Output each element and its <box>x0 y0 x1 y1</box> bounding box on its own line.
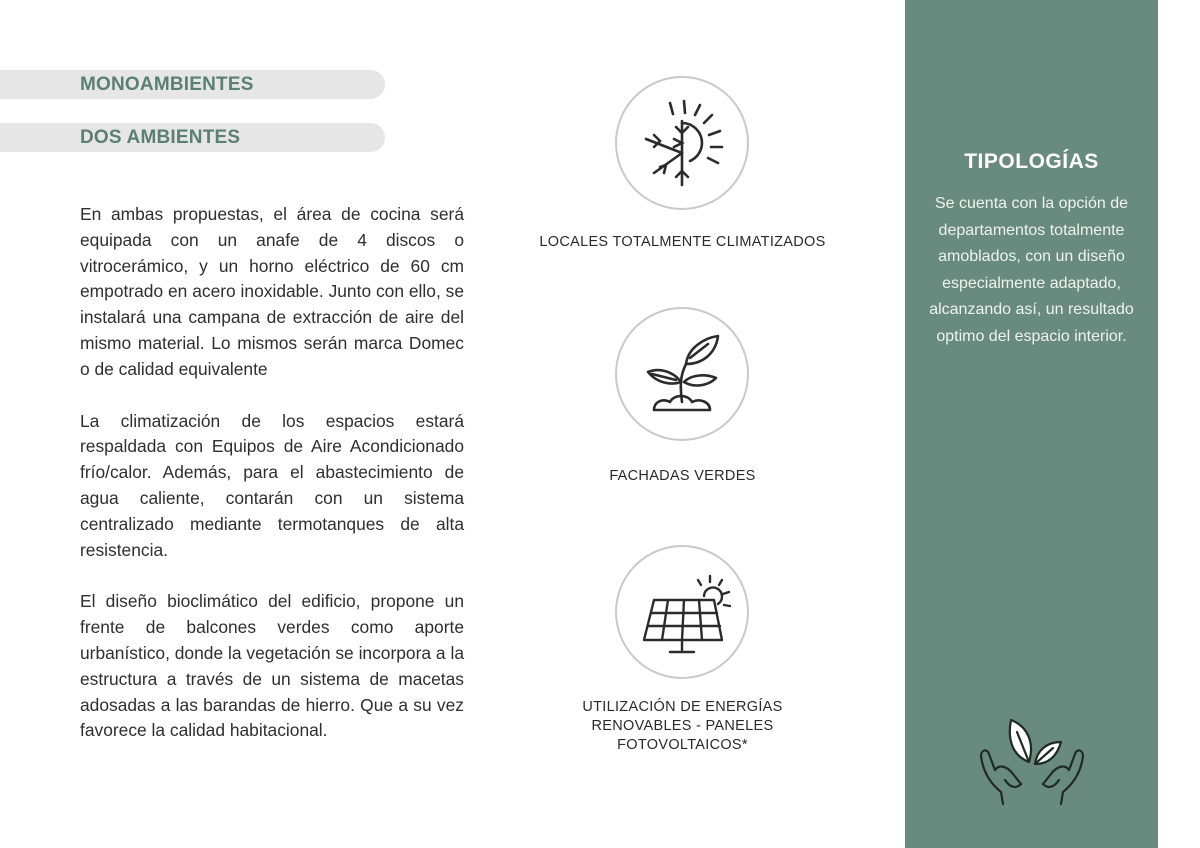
heading-monoambientes-label: MONOAMBIENTES <box>80 74 254 95</box>
sidebar-text: Se cuenta con la opción de departamentos totalmente amoblados, con un diseño especialmente adaptado, alcanzando así, un resultado optimo del espacio interior. <box>929 195 1134 345</box>
sidebar-panel <box>905 0 1158 848</box>
sidebar-title: TIPOLOGÍAS <box>964 150 1099 173</box>
paragraph-bioclimatic: El diseño bioclimático del edificio, propone un frente de balcones verdes como aporte urbanístico, donde la vegetación se incorpora a la estructura a través de un sistema de macetas adosadas a las barandas de hierro. Que a su vez favorece la calidad habitacional. <box>80 591 464 741</box>
caption-climatizados: LOCALES TOTALMENTE CLIMATIZADOS <box>539 234 826 250</box>
heading-dos-ambientes <box>0 123 385 152</box>
climate-icon-circle <box>615 76 749 210</box>
solar-panel-icon <box>632 562 732 662</box>
caption-energias-line1: UTILIZACIÓN DE ENERGÍAS <box>582 699 783 715</box>
caption-fachadas: FACHADAS VERDES <box>609 468 756 484</box>
heading-dos-ambientes-label: DOS AMBIENTES <box>80 127 241 148</box>
solar-icon-circle <box>615 545 749 679</box>
body-text <box>80 202 464 770</box>
paragraph-kitchen: En ambas propuestas, el área de cocina será equipada con un anafe de 4 discos o vitrocerámico, y un horno eléctrico de 60 cm empotrado en acero inoxidable. Junto con ello, se instalará una campana de extracción de aire del mismo material. Lo mismos serán marca Domec o de calidad equivalente <box>80 204 464 379</box>
paragraph-climate: La climatización de los espacios estará respaldada con Equipos de Aire Acondicionado frío/calor. Además, para el abastecimiento de agua caliente, contarán con un sistema centralizado mediante termotanques de alta resistencia. <box>80 410 464 560</box>
sun-snowflake-icon <box>632 93 732 193</box>
caption-energias-line3: FOTOVOLTAICOS* <box>617 737 748 753</box>
hands-leaves-icon <box>973 712 1091 807</box>
green-icon-circle <box>615 307 749 441</box>
caption-energias <box>515 698 850 755</box>
sprout-icon <box>632 324 732 424</box>
heading-monoambientes <box>0 70 385 99</box>
caption-energias-line2: RENOVABLES - PANELES <box>591 718 774 734</box>
